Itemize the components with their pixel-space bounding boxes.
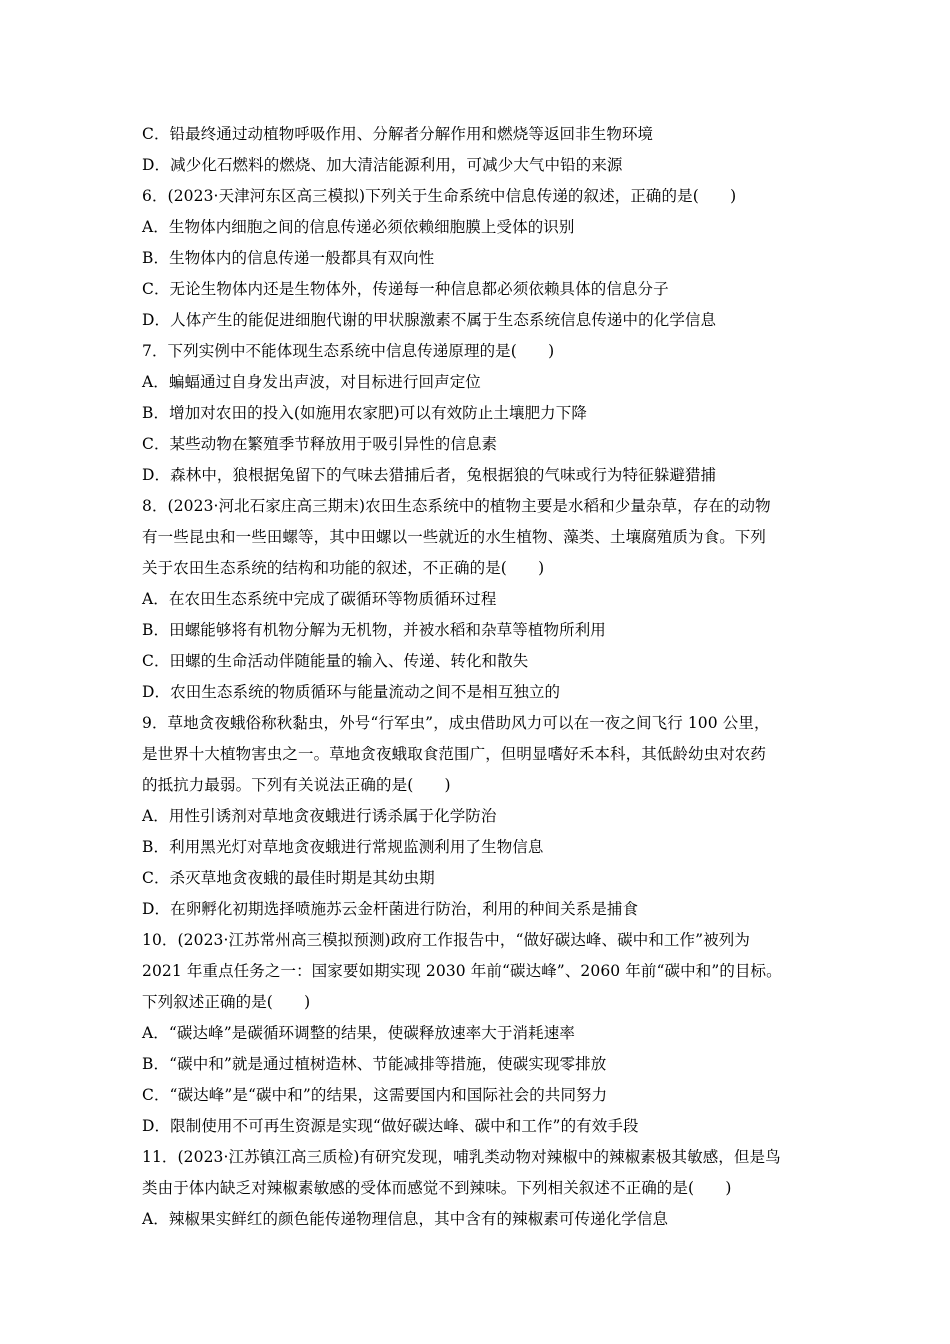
option-line: A．“碳达峰”是碳循环调整的结果，使碳释放速率大于消耗速率 xyxy=(142,1024,575,1042)
option-line: A．用性引诱剂对草地贪夜蛾进行诱杀属于化学防治 xyxy=(142,807,497,825)
question-line: 6．(2023·天津河东区高三模拟)下列关于生命系统中信息传递的叙述，正确的是( ) xyxy=(142,187,737,205)
option-line: D．在卵孵化初期选择喷施苏云金杆菌进行防治，利用的种间关系是捕食 xyxy=(142,900,639,918)
question-line: 9．草地贪夜蛾俗称秋黏虫，外号“行军虫”，成虫借助风力可以在一夜之间飞行 100 公里， xyxy=(142,714,770,732)
option-line: D．减少化石燃料的燃烧、加大清洁能源利用，可减少大气中铅的来源 xyxy=(142,156,623,174)
question-line: 7．下列实例中不能体现生态系统中信息传递原理的是( ) xyxy=(142,342,555,360)
question-line: 有一些昆虫和一些田螺等，其中田螺以一些就近的水生植物、藻类、土壤腐殖质为食。下列 xyxy=(142,528,767,546)
option-line: A．生物体内细胞之间的信息传递必须依赖细胞膜上受体的识别 xyxy=(142,218,575,236)
option-line: B．利用黑光灯对草地贪夜蛾进行常规监测利用了生物信息 xyxy=(142,838,544,856)
option-line: C．无论生物体内还是生物体外，传递每一种信息都必须依赖具体的信息分子 xyxy=(142,280,669,298)
question-line: 的抵抗力最弱。下列有关说法正确的是( ) xyxy=(142,776,451,794)
question-line: 8．(2023·河北石家庄高三期末)农田生态系统中的植物主要是水稻和少量杂草，存在的动物 xyxy=(142,497,771,515)
option-line: C．“碳达峰”是“碳中和”的结果，这需要国内和国际社会的共同努力 xyxy=(142,1086,608,1104)
question-line: 下列叙述正确的是( ) xyxy=(142,993,311,1011)
option-line: A．蝙蝠通过自身发出声波，对目标进行回声定位 xyxy=(142,373,481,391)
option-line: B．“碳中和”就是通过植树造林、节能减排等措施，使碳实现零排放 xyxy=(142,1055,607,1073)
option-line: B．田螺能够将有机物分解为无机物，并被水稻和杂草等植物所利用 xyxy=(142,621,606,639)
document-body xyxy=(142,119,826,1235)
option-line: B．生物体内的信息传递一般都具有双向性 xyxy=(142,249,435,267)
option-line: D．农田生态系统的物质循环与能量流动之间不是相互独立的 xyxy=(142,683,561,701)
option-line: D．限制使用不可再生资源是实现“做好碳达峰、碳中和工作”的有效手段 xyxy=(142,1117,639,1135)
question-line: 11．(2023·江苏镇江高三质检)有研究发现，哺乳类动物对辣椒中的辣椒素极其敏感，但是鸟 xyxy=(142,1148,781,1166)
question-line: 关于农田生态系统的结构和功能的叙述，不正确的是( ) xyxy=(142,559,545,577)
option-line: A．在农田生态系统中完成了碳循环等物质循环过程 xyxy=(142,590,497,608)
question-line: 2021 年重点任务之一：国家要如期实现 2030 年前“碳达峰”、2060 年前“碳中和”的目标。 xyxy=(142,962,782,980)
option-line: D．森林中，狼根据兔留下的气味去猎捕后者，兔根据狼的气味或行为特征躲避猎捕 xyxy=(142,466,717,484)
option-line: D．人体产生的能促进细胞代谢的甲状腺激素不属于生态系统信息传递中的化学信息 xyxy=(142,311,717,329)
option-line: C．某些动物在繁殖季节释放用于吸引异性的信息素 xyxy=(142,435,498,453)
option-line: C．杀灭草地贪夜蛾的最佳时期是其幼虫期 xyxy=(142,869,435,887)
option-line: B．增加对农田的投入(如施用农家肥)可以有效防止土壤肥力下降 xyxy=(142,404,587,422)
option-line: C．田螺的生命活动伴随能量的输入、传递、转化和散失 xyxy=(142,652,529,670)
question-line: 10．(2023·江苏常州高三模拟预测)政府工作报告中，“做好碳达峰、碳中和工作”被列为 xyxy=(142,931,750,949)
option-line: A．辣椒果实鲜红的颜色能传递物理信息，其中含有的辣椒素可传递化学信息 xyxy=(142,1210,669,1228)
option-line: C．铅最终通过动植物呼吸作用、分解者分解作用和燃烧等返回非生物环境 xyxy=(142,125,654,143)
question-line: 是世界十大植物害虫之一。草地贪夜蛾取食范围广，但明显嗜好禾本科，其低龄幼虫对农药 xyxy=(142,745,767,763)
question-line: 类由于体内缺乏对辣椒素敏感的受体而感觉不到辣味。下列相关叙述不正确的是( ) xyxy=(142,1179,732,1197)
